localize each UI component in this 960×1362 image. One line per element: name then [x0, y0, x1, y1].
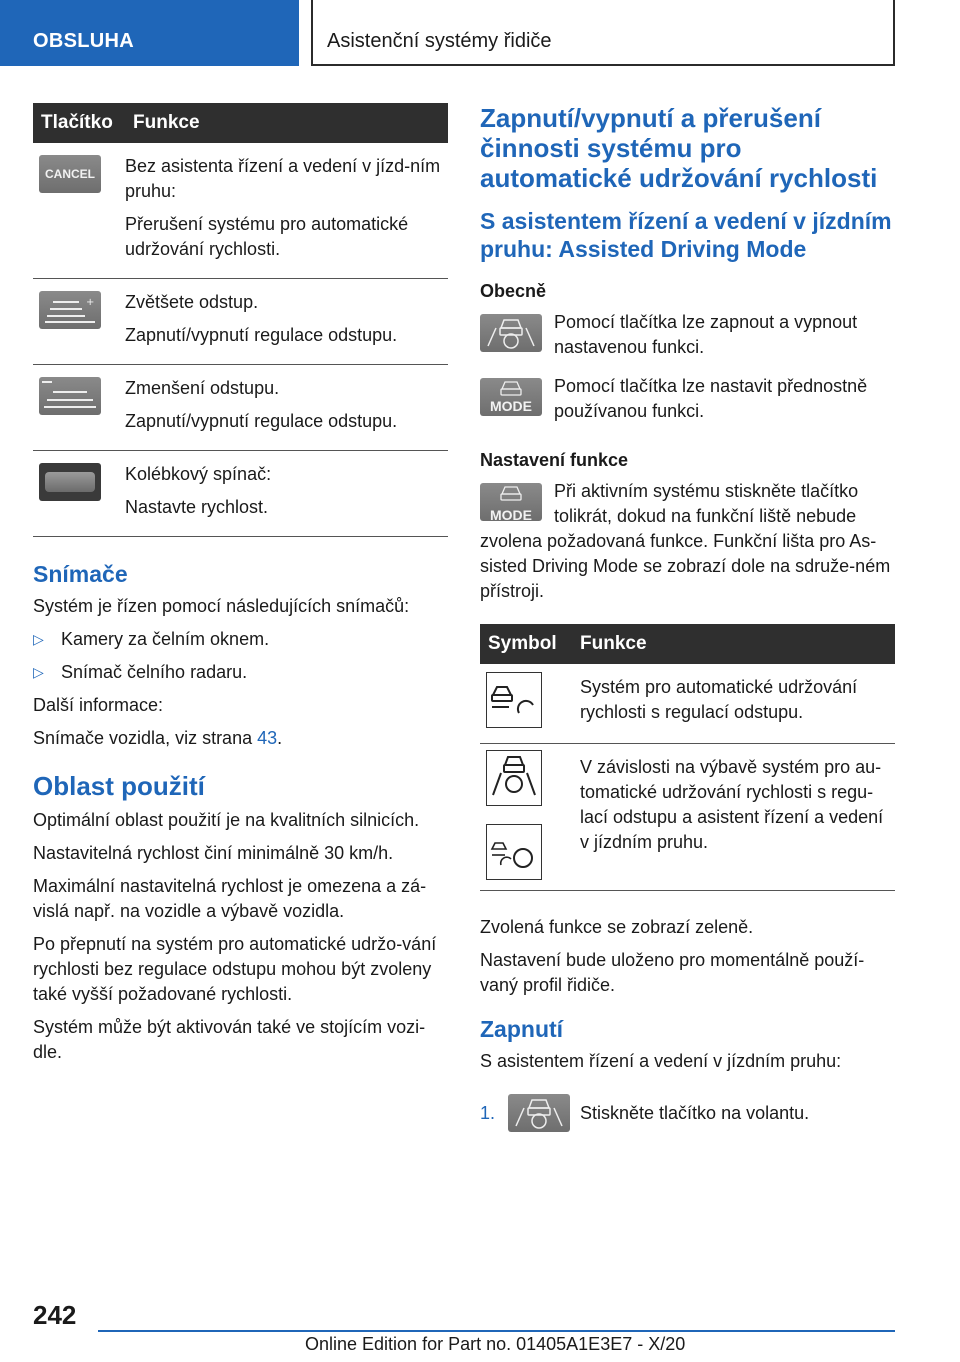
- right-column: [480, 103, 895, 1132]
- paragraph: Optimální oblast použití je na kvalitních silnicích.: [33, 810, 420, 830]
- function-setting-text: Při aktivním systému stiskněte tlačítko tolikrát, dokud na funkční liště nebude zvolena požadovaná funkce. Funkční lišta pro As-sisted Driving Mode se zobrazí dole na sdruže-ném přístroji.: [480, 481, 891, 601]
- row-text: Systém pro automatické udržování rychlosti s regulací odstupu.: [580, 677, 858, 722]
- footer-edition: Online Edition for Part no. 01405A1E3E7 - X/20: [305, 1334, 686, 1354]
- section-label: OBSLUHA: [33, 30, 134, 52]
- row-text: Zvětšete odstup.: [125, 292, 259, 312]
- list-item: ▷ Snímač čelního radaru.: [33, 660, 448, 685]
- paragraph: Nastavení bude uloženo pro momentálně použí-vaný profil řidiče.: [480, 950, 865, 995]
- mode-button-icon: [480, 483, 542, 521]
- heading-general: Obecně: [480, 281, 547, 301]
- table-row: [33, 365, 448, 451]
- paragraph-reference: [33, 726, 448, 751]
- table-header-function: Funkce: [125, 103, 448, 143]
- symbol-function-table: [480, 624, 895, 891]
- table-row: [480, 744, 895, 891]
- paragraph: Maximální nastavitelná rychlost je omezena a zá-vislá např. na vozidle a výbavě vozidla.: [33, 876, 427, 921]
- footer-divider: [98, 1330, 895, 1332]
- row-text: Bez asistenta řízení a vedení v jízd-ním pruhu:: [125, 156, 441, 201]
- subtitle: S asistentem řízení a vedení v jízdním pruhu: Assisted Driving Mode: [480, 208, 892, 262]
- section-heading-snimace: Snímače: [33, 561, 128, 587]
- paragraph: Nastavitelná rychlost činí minimálně 30 km/h.: [33, 843, 394, 863]
- section-tab: [0, 0, 299, 66]
- function-setting-paragraph: [480, 479, 895, 604]
- row-text: Nastavte rychlost.: [125, 497, 269, 517]
- row-text: V závislosti na výbavě systém pro au-tomatické udržování rychlosti s regu-lací odstupu a asistent řízení a vedení v jízdním pruhu.: [580, 757, 884, 852]
- row-text: Kolébkový spínač:: [125, 464, 272, 484]
- button-description-text: Pomocí tlačítka lze nastavit přednostně používanou funkci.: [554, 376, 868, 421]
- reference-end: .: [277, 728, 283, 748]
- table-row: [480, 664, 895, 744]
- heading-function-setting: Nastavení funkce: [480, 450, 629, 470]
- sensor-list: [33, 627, 448, 685]
- assisted-driving-button-icon: [480, 314, 542, 352]
- mode-button-icon: [480, 378, 542, 416]
- cancel-button-icon: CANCEL: [39, 155, 101, 193]
- paragraph: Další informace:: [33, 695, 164, 715]
- table-header-symbol: Symbol: [480, 624, 572, 664]
- paragraph: S asistentem řízení a vedení v jízdním pruhu:: [480, 1051, 842, 1071]
- assisted-driving-button-icon: [508, 1094, 570, 1132]
- steering-cruise-symbol-icon: [486, 824, 542, 880]
- mode-button-label: MODE: [490, 398, 532, 414]
- page-link[interactable]: 43: [257, 728, 278, 748]
- chapter-tab: [311, 0, 895, 66]
- paragraph: Systém je řízen pomocí následujících snímačů:: [33, 596, 410, 616]
- button-description-text: Pomocí tlačítka lze zapnout a vypnout nastavenou funkci.: [554, 312, 858, 357]
- svg-text:+: +: [86, 297, 95, 308]
- distance-decrease-icon: [39, 377, 101, 415]
- paragraph: Po přepnutí na systém pro automatické udržo-vání rychlosti bez regulace odstupu mohou být zvoleny také vyšší požadované rychlosti.: [33, 934, 437, 1004]
- button-function-table: [33, 103, 448, 537]
- mode-button-label: MODE: [490, 507, 532, 523]
- step-item: [480, 1094, 895, 1132]
- reference-text: Snímače vozidla, viz strana: [33, 728, 258, 748]
- left-column: [33, 103, 448, 1073]
- row-text: Zmenšení odstupu.: [125, 378, 280, 398]
- distance-increase-icon: [39, 291, 101, 329]
- table-row: [33, 451, 448, 537]
- table-row: [33, 279, 448, 365]
- section-heading-oblast: Oblast použití: [33, 771, 205, 801]
- paragraph: Zvolená funkce se zobrazí zeleně.: [480, 917, 754, 937]
- page-title: Zapnutí/vypnutí a přerušení činnosti systému pro automatické udržování rychlosti: [480, 103, 878, 193]
- button-description: [480, 374, 895, 424]
- rocker-switch-icon: [39, 463, 101, 501]
- chapter-title: Asistenční systémy řidiče: [327, 30, 552, 52]
- table-header-function: Funkce: [572, 624, 895, 664]
- button-description: [480, 310, 895, 360]
- section-heading-zapnuti: Zapnutí: [480, 1016, 564, 1042]
- table-row: [33, 143, 448, 279]
- paragraph: Systém může být aktivován také ve stojícím vozi-dle.: [33, 1017, 426, 1062]
- page-number: 242: [33, 1300, 77, 1330]
- table-header-button: Tlačítko: [33, 103, 125, 143]
- row-text: Přerušení systému pro automatické udržování rychlosti.: [125, 214, 409, 259]
- list-item: ▷ Kamery za čelním oknem.: [33, 627, 448, 652]
- steering-lane-symbol-icon: [486, 750, 542, 806]
- page-header: [0, 0, 960, 66]
- row-text: Zapnutí/vypnutí regulace odstupu.: [125, 325, 398, 345]
- step-number: 1.: [480, 1102, 496, 1123]
- row-text: Zapnutí/vypnutí regulace odstupu.: [125, 411, 398, 431]
- step-text: Stiskněte tlačítko na volantu.: [580, 1102, 810, 1123]
- cruise-distance-symbol-icon: [486, 672, 542, 728]
